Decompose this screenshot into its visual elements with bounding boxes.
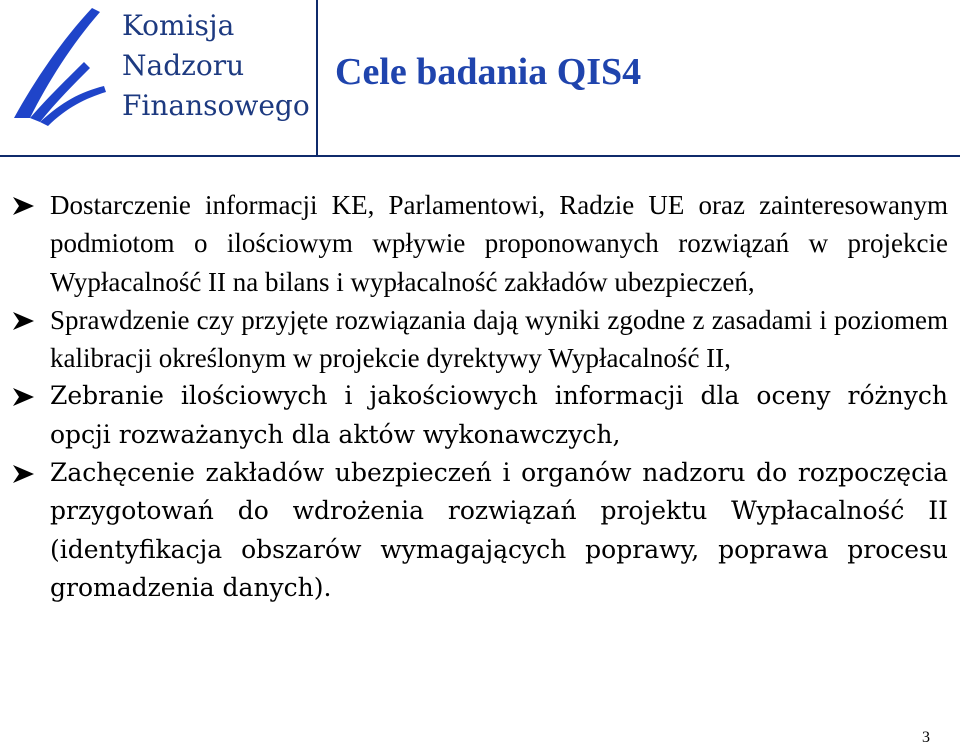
list-item-text: Sprawdzenie czy przyjęte rozwiązania dają wyniki zgodne z zasadami i poziomem kalibracji określonym w projekcie dyrektywy Wypłacalność II, xyxy=(50,304,948,374)
list-item-text: Zachęcenie zakładów ubezpieczeń i organów nadzoru do rozpoczęcia przygotowań do wdrożenia rozwiązań projektu Wypłacalność II (identyfikacja obszarów wymagających poprawy, poprawa procesu gromadzenia danych). xyxy=(50,458,948,602)
logo-line-1: Komisja xyxy=(122,9,235,42)
list-item xyxy=(10,454,948,607)
logo-line-3: Finansowego xyxy=(122,89,310,122)
header-vertical-rule xyxy=(316,0,318,155)
list-item-text: Dostarczenie informacji KE, Parlamentowi, Radzie UE oraz zainteresowanym podmiotom o ilościowym wpływie proponowanych rozwiązań w projekcie Wypłacalność II na bilans i wypłacalność zakładów ubezpieczeń, xyxy=(50,190,948,297)
logo-line-2: Nadzoru xyxy=(122,49,245,82)
list-item xyxy=(10,186,948,301)
slide-title: Cele badania QIS4 xyxy=(335,51,642,93)
header-horizontal-rule xyxy=(0,155,960,157)
page-number: 3 xyxy=(922,729,930,746)
arrowhead-bullet-icon xyxy=(10,186,50,224)
list-item xyxy=(10,301,948,378)
arrowhead-bullet-icon xyxy=(10,377,50,415)
knf-logo xyxy=(0,0,310,150)
knf-swoosh-icon xyxy=(0,0,122,150)
bullet-list xyxy=(10,186,948,607)
slide-header xyxy=(0,0,960,160)
arrowhead-bullet-icon xyxy=(10,301,50,339)
list-item xyxy=(10,377,948,454)
arrowhead-bullet-icon xyxy=(10,454,50,492)
logo-text xyxy=(122,6,310,126)
list-item-text: Zebranie ilościowych i jakościowych informacji dla oceny różnych opcji rozważanych dla aktów wykonawczych, xyxy=(50,381,948,449)
